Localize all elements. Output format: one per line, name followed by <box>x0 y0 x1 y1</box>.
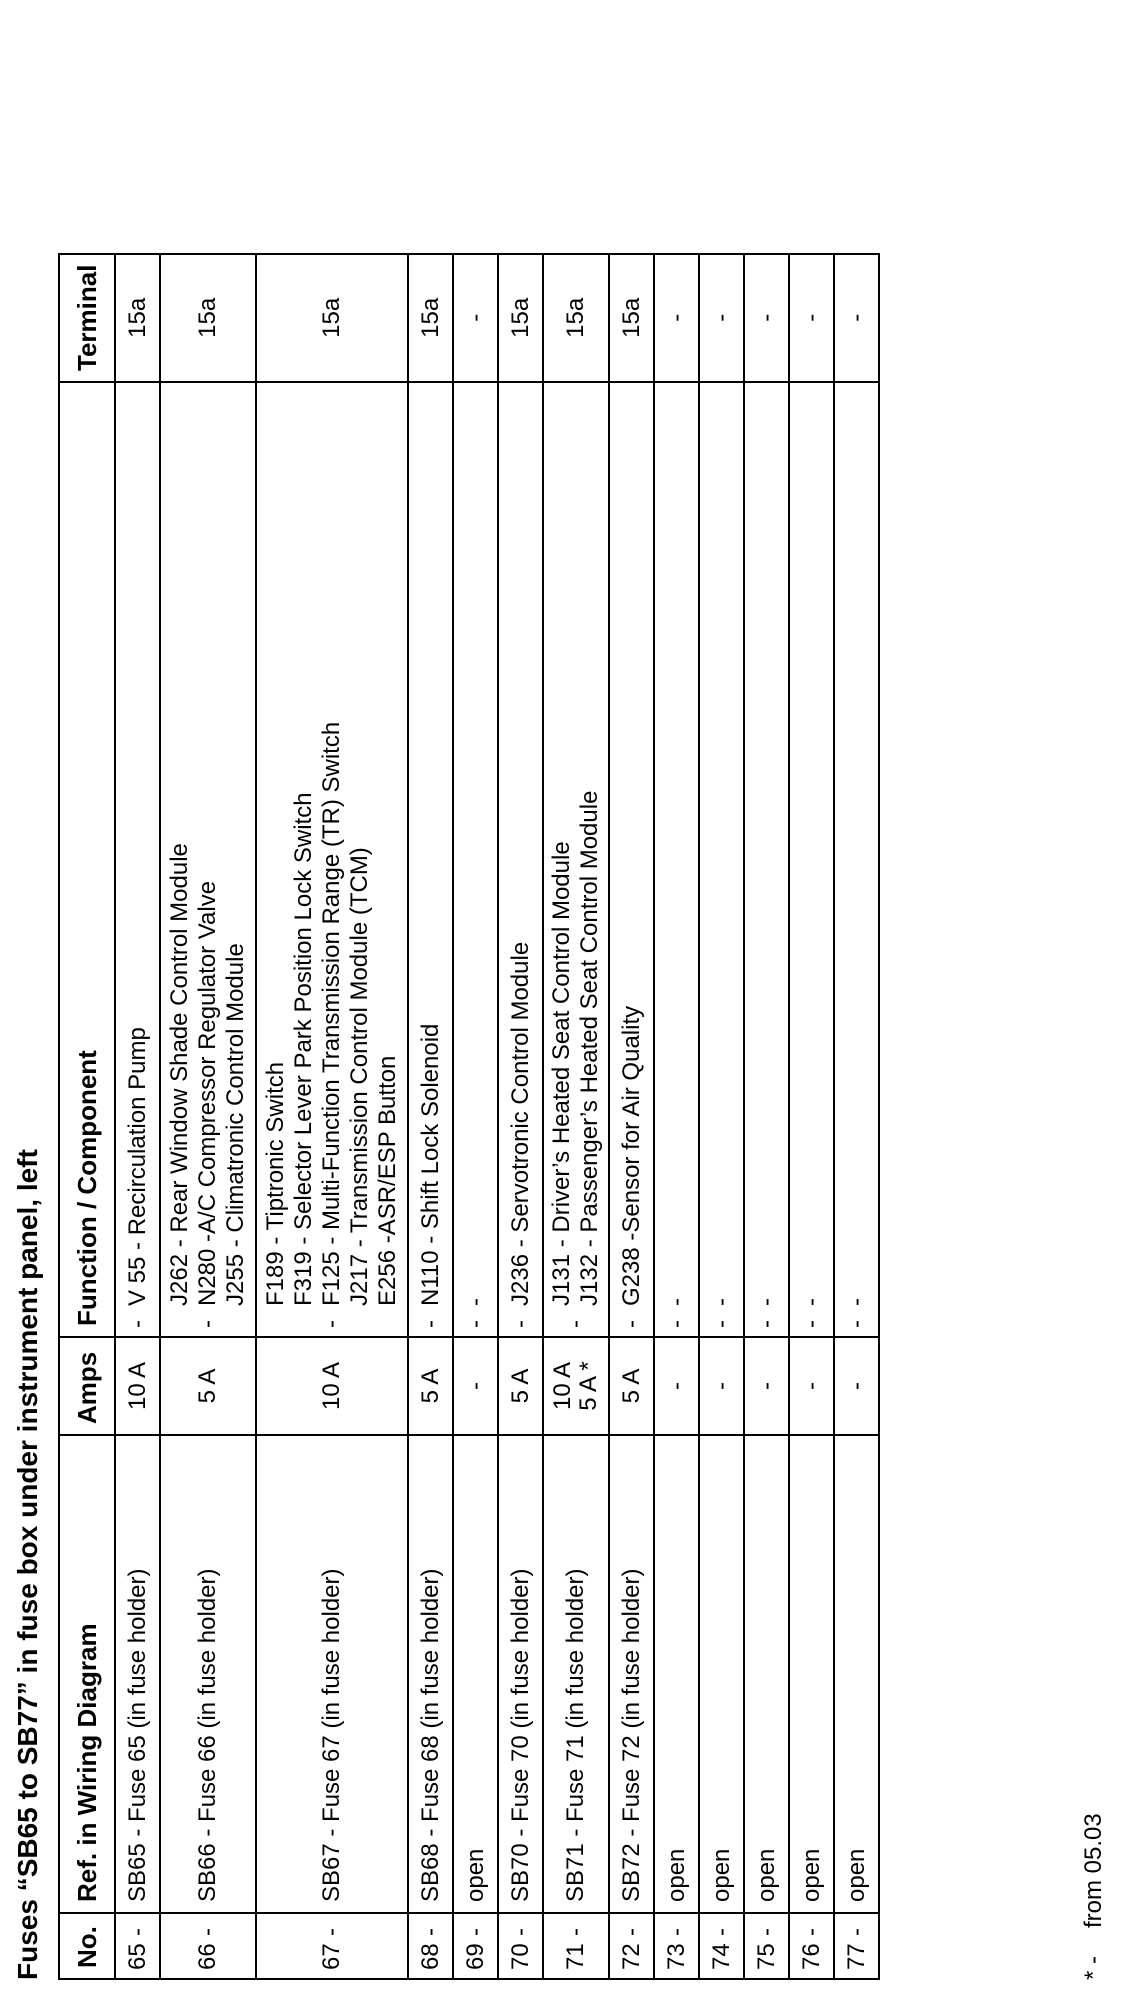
separator-dash: - <box>416 1928 444 1936</box>
cell-no <box>834 1913 879 1979</box>
amps-value: - <box>662 1382 690 1390</box>
cell-function <box>543 382 609 1337</box>
amps-value: 5 A <box>416 1368 444 1404</box>
function-line: E256 -ASR/ESP Button <box>374 1055 401 1306</box>
cell-amps <box>115 1337 160 1435</box>
cell-no <box>453 1913 498 1979</box>
function-line: J131 - Driver’s Heated Seat Control Module <box>548 841 575 1306</box>
amps-value: - <box>797 1382 825 1390</box>
fuse-number: 71 <box>562 1943 589 1970</box>
separator-dash: - <box>707 1928 735 1936</box>
cell-no <box>160 1913 256 1979</box>
cell-amps <box>744 1337 789 1435</box>
amps-value: 5 A <box>506 1368 534 1404</box>
cell-ref: SB67 - Fuse 67 (in fuse holder) <box>256 1435 408 1913</box>
cell-ref: open <box>654 1435 699 1913</box>
cell-ref: open <box>453 1435 498 1913</box>
cell-amps <box>408 1337 453 1435</box>
cell-ref: open <box>834 1435 879 1913</box>
table-body <box>115 254 879 1979</box>
table-row <box>160 254 256 1979</box>
cell-ref: SB68 - Fuse 68 (in fuse holder) <box>408 1435 453 1913</box>
function-line: J262 - Rear Window Shade Control Module <box>166 843 193 1306</box>
separator-dash: - <box>752 1320 780 1328</box>
separator-dash: - <box>461 1320 489 1328</box>
cell-ref: SB66 - Fuse 66 (in fuse holder) <box>160 1435 256 1913</box>
cell-terminal: 15a <box>256 254 408 382</box>
table-row <box>744 254 789 1979</box>
function-line: J217 - Transmission Control Module (TCM) <box>346 847 373 1306</box>
function-line: - <box>707 1298 735 1306</box>
separator-dash: - <box>123 1928 151 1936</box>
cell-terminal: 15a <box>408 254 453 382</box>
table-header-row <box>59 254 115 1979</box>
function-line: - <box>461 1298 489 1306</box>
separator-dash: - <box>842 1928 870 1936</box>
table-row <box>789 254 834 1979</box>
table-row <box>408 254 453 1979</box>
amps-value: 5 A <box>194 1368 221 1404</box>
cell-terminal: - <box>834 254 879 382</box>
cell-amps <box>498 1337 543 1435</box>
cell-terminal: 15a <box>543 254 609 382</box>
cell-terminal: - <box>744 254 789 382</box>
function-line: V 55 - Recirculation Pump <box>123 1027 151 1306</box>
fuse-number: 76 <box>797 1943 825 1970</box>
amps-value: 5 A * <box>575 1361 602 1411</box>
cell-amps <box>256 1337 408 1435</box>
fuse-number: 74 <box>707 1943 735 1970</box>
cell-no <box>408 1913 453 1979</box>
amps-value: 10 A <box>123 1361 151 1411</box>
fuse-number: 72 <box>617 1943 645 1970</box>
cell-no <box>543 1913 609 1979</box>
cell-function <box>256 382 408 1337</box>
amps-value: 5 A <box>617 1368 645 1404</box>
cell-terminal: 15a <box>498 254 543 382</box>
fuse-number: 65 <box>123 1943 151 1970</box>
cell-no <box>498 1913 543 1979</box>
footnote <box>1080 1813 1108 1980</box>
cell-amps <box>543 1337 609 1435</box>
amps-value: 10 A <box>549 1361 576 1411</box>
cell-function <box>834 382 879 1337</box>
separator-dash: - <box>562 1320 589 1328</box>
function-line: G238 -Sensor for Air Quality <box>617 1005 645 1306</box>
cell-amps <box>609 1337 654 1435</box>
cell-function <box>789 382 834 1337</box>
function-line: - <box>662 1298 690 1306</box>
separator-dash: - <box>662 1320 690 1328</box>
cell-ref: SB70 - Fuse 70 (in fuse holder) <box>498 1435 543 1913</box>
separator-dash: - <box>797 1928 825 1936</box>
cell-amps <box>789 1337 834 1435</box>
function-line: F189 - Tiptronic Switch <box>262 1061 289 1306</box>
fuse-number: 73 <box>662 1943 690 1970</box>
amps-value: - <box>461 1382 489 1390</box>
table-row <box>453 254 498 1979</box>
function-line: N110 - Shift Lock Solenoid <box>416 1023 444 1306</box>
cell-terminal: - <box>789 254 834 382</box>
amps-value: - <box>842 1382 870 1390</box>
cell-function <box>744 382 789 1337</box>
page-title: Fuses “SB65 to SB77” in fuse box under instrument panel, left <box>12 1149 43 1980</box>
fuse-number: 69 <box>461 1943 489 1970</box>
separator-dash: - <box>842 1320 870 1328</box>
function-line: F319 - Selector Lever Park Position Lock Switch <box>290 792 317 1306</box>
separator-dash: - <box>318 1928 345 1936</box>
separator-dash: - <box>797 1320 825 1328</box>
cell-function <box>160 382 256 1337</box>
cell-no <box>609 1913 654 1979</box>
cell-ref: SB71 - Fuse 71 (in fuse holder) <box>543 1435 609 1913</box>
header-terminal: Terminal <box>59 254 115 382</box>
cell-function <box>699 382 744 1337</box>
separator-dash: - <box>562 1928 589 1936</box>
separator-dash: - <box>461 1928 489 1936</box>
separator-dash: - <box>662 1928 690 1936</box>
cell-terminal: 15a <box>609 254 654 382</box>
cell-terminal: 15a <box>160 254 256 382</box>
table-row <box>543 254 609 1979</box>
fuse-number: 67 <box>318 1943 345 1970</box>
function-line: J236 - Servotronic Control Module <box>506 941 534 1306</box>
fuse-number: 66 <box>194 1943 221 1970</box>
table-row <box>834 254 879 1979</box>
cell-terminal: - <box>699 254 744 382</box>
cell-ref: open <box>789 1435 834 1913</box>
cell-no <box>789 1913 834 1979</box>
cell-amps <box>453 1337 498 1435</box>
separator-dash: - <box>707 1320 735 1328</box>
separator-dash: - <box>752 1928 780 1936</box>
function-line: F125 - Multi-Function Transmission Range (TR) Switch <box>318 721 345 1306</box>
function-line: - <box>752 1298 780 1306</box>
separator-dash: - <box>194 1320 221 1328</box>
amps-value: 10 A <box>318 1361 345 1411</box>
cell-function <box>453 382 498 1337</box>
separator-dash: - <box>617 1928 645 1936</box>
cell-terminal: - <box>654 254 699 382</box>
cell-terminal: - <box>453 254 498 382</box>
cell-no <box>115 1913 160 1979</box>
header-function: Function / Component <box>59 382 115 1337</box>
function-line: N280 -A/C Compressor Regulator Valve <box>194 880 221 1306</box>
cell-function <box>654 382 699 1337</box>
cell-ref: open <box>744 1435 789 1913</box>
function-line: - <box>842 1298 870 1306</box>
cell-function <box>609 382 654 1337</box>
fuse-number: 75 <box>752 1943 780 1970</box>
separator-dash: - <box>506 1320 534 1328</box>
cell-amps <box>654 1337 699 1435</box>
separator-dash: - <box>506 1928 534 1936</box>
header-amps: Amps <box>59 1337 115 1435</box>
function-line: J132 - Passenger’s Heated Seat Control Module <box>576 790 603 1306</box>
cell-ref: SB72 - Fuse 72 (in fuse holder) <box>609 1435 654 1913</box>
cell-function <box>115 382 160 1337</box>
table-row <box>115 254 160 1979</box>
cell-no <box>744 1913 789 1979</box>
separator-dash: - <box>318 1320 345 1328</box>
table-row <box>609 254 654 1979</box>
cell-no <box>256 1913 408 1979</box>
fuse-number: 77 <box>842 1943 870 1970</box>
cell-ref: open <box>699 1435 744 1913</box>
header-ref: Ref. in Wiring Diagram <box>59 1435 115 1913</box>
amps-value: - <box>752 1382 780 1390</box>
cell-no <box>699 1913 744 1979</box>
amps-value: - <box>707 1382 735 1390</box>
cell-function <box>498 382 543 1337</box>
cell-ref: SB65 - Fuse 65 (in fuse holder) <box>115 1435 160 1913</box>
cell-function <box>408 382 453 1337</box>
separator-dash: - <box>617 1320 645 1328</box>
fuse-number: 68 <box>416 1943 444 1970</box>
separator-dash: - <box>194 1928 221 1936</box>
table-row <box>256 254 408 1979</box>
cell-no <box>654 1913 699 1979</box>
footnote-mark: * - <box>1080 1956 1107 1980</box>
separator-dash: - <box>123 1320 151 1328</box>
cell-amps <box>834 1337 879 1435</box>
cell-amps <box>160 1337 256 1435</box>
function-line: - <box>797 1298 825 1306</box>
cell-amps <box>699 1337 744 1435</box>
table-row <box>654 254 699 1979</box>
footnote-text: from 05.03 <box>1080 1813 1107 1928</box>
header-no: No. <box>59 1913 115 1979</box>
separator-dash: - <box>416 1320 444 1328</box>
function-line: J255 - Climatronic Control Module <box>222 943 249 1306</box>
table-row <box>699 254 744 1979</box>
fuse-number: 70 <box>506 1943 534 1970</box>
table-row <box>498 254 543 1979</box>
fuse-table <box>58 253 880 1980</box>
cell-terminal: 15a <box>115 254 160 382</box>
